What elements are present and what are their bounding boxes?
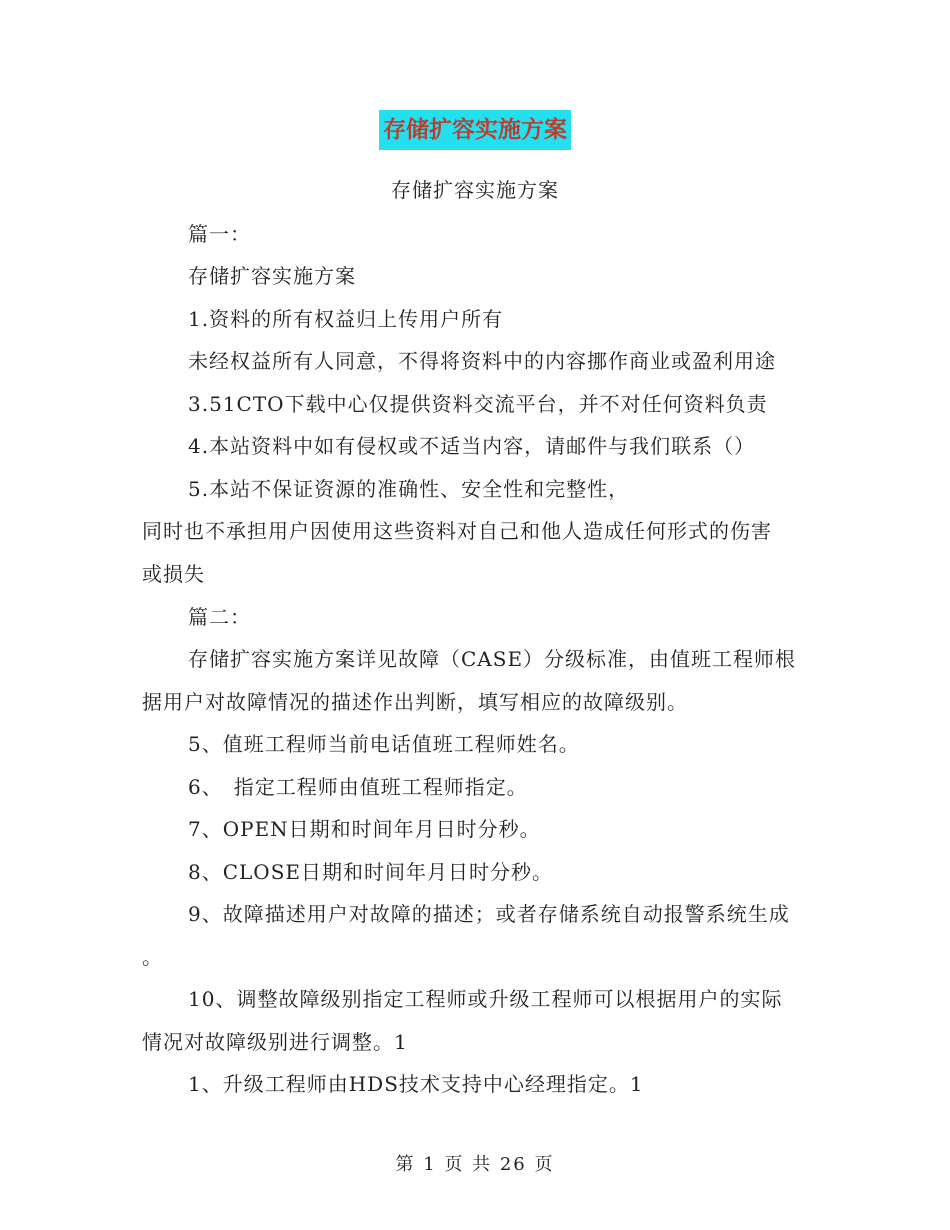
paragraph-line: 8、CLOSE日期和时间年月日时分秒。 [188, 860, 554, 884]
paragraph-line: 情况对故障级别进行调整。1 [142, 1030, 408, 1054]
document-title: 存储扩容实施方案 [379, 110, 571, 150]
paragraph-line: 未经权益所有人同意，不得将资料中的内容挪作商业或盈利用途 [188, 349, 776, 373]
document-subtitle: 存储扩容实施方案 [391, 178, 559, 202]
paragraph-line: 6、 指定工程师由值班工程师指定。 [188, 775, 528, 799]
paragraph-line: 或损失 [142, 562, 205, 586]
paragraph-line: 4.本站资料中如有侵权或不适当内容，请邮件与我们联系（） [188, 434, 756, 458]
paragraph-line: 存储扩容实施方案详见故障（CASE）分级标准，由值班工程师根 [188, 647, 797, 671]
paragraph-line: 1.资料的所有权益归上传用户所有 [188, 307, 504, 331]
paragraph-line: 1、升级工程师由HDS技术支持中心经理指定。1 [188, 1072, 644, 1096]
paragraph-line: 存储扩容实施方案 [188, 264, 356, 288]
section-heading-1: 篇一： [188, 222, 251, 246]
paragraph-line: 9、故障描述用户对故障的描述；或者存储系统自动报警系统生成 [188, 902, 790, 926]
paragraph-line: 5、值班工程师当前电话值班工程师姓名。 [188, 732, 580, 756]
paragraph-line: 3.51CTO下载中心仅提供资料交流平台，并不对任何资料负责 [188, 392, 768, 416]
title-container [0, 110, 950, 150]
section-heading-2: 篇二： [188, 605, 251, 629]
paragraph-line: 5.本站不保证资源的准确性、安全性和完整性， [188, 477, 630, 501]
paragraph-line: 同时也不承担用户因使用这些资料对自己和他人造成任何形式的伤害 [142, 519, 772, 543]
paragraph-line: 据用户对故障情况的描述作出判断，填写相应的故障级别。 [142, 690, 688, 714]
paragraph-line: 。 [142, 945, 163, 969]
page-number-footer: 第 1 页 共 26 页 [395, 1154, 555, 1175]
paragraph-line: 7、OPEN日期和时间年月日时分秒。 [188, 817, 541, 841]
paragraph-line: 10、调整故障级别指定工程师或升级工程师可以根据用户的实际 [188, 987, 783, 1011]
